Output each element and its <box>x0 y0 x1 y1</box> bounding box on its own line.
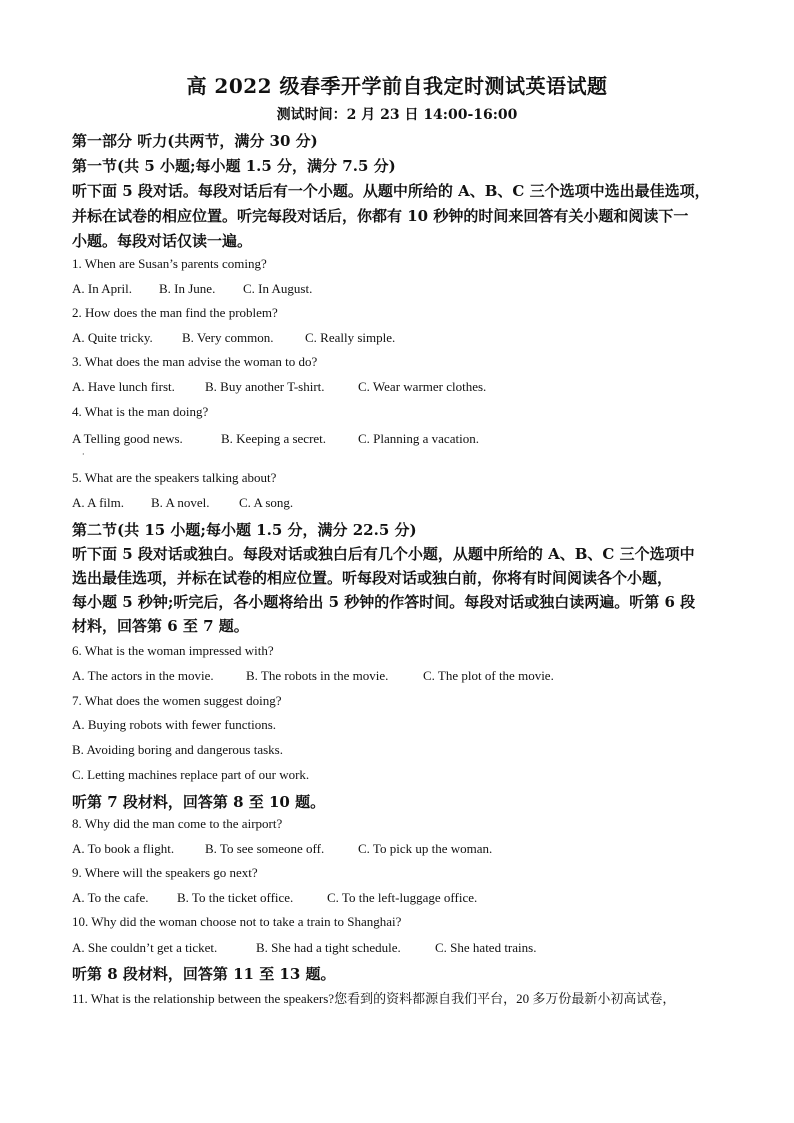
question-5-options <box>72 495 734 511</box>
option-b: B. Buy another T-shirt. <box>205 379 325 394</box>
section2-instruction-line: 每小题 5 秒钟;听完后，各小题将给出 5 秒钟的作答时间。每段对话或独白读两遍。听第 6 段 <box>72 593 696 611</box>
page-title: 高 2022 级春季开学前自我定时测试英语试题 <box>186 74 608 98</box>
question-3: 3. What does the man advise the woman to do? <box>72 354 318 369</box>
question-4-options <box>72 431 734 447</box>
question-9-options <box>72 890 734 906</box>
section2-heading: 第二节(共 15 小题;每小题 1.5 分，满分 22.5 分) <box>72 521 417 539</box>
question-10: 10. Why did the woman choose not to take a train to Shanghai? <box>72 914 402 929</box>
option-c: C. The plot of the movie. <box>423 668 554 683</box>
option-a: A. Quite tricky. <box>72 330 153 345</box>
option-a: A. The actors in the movie. <box>72 668 214 683</box>
question-6-options <box>72 668 734 684</box>
section2-instruction-line: 选出最佳选项，并标在试卷的相应位置。听每段对话或独白前，你将有时间阅读各个小题， <box>72 569 673 587</box>
option-a: A Telling good news. <box>72 431 183 446</box>
option-a: A. To the cafe. <box>72 890 149 905</box>
option-a: A. To book a flight. <box>72 841 175 856</box>
option-c: C. She hated trains. <box>435 940 537 955</box>
option-c: C. Planning a vacation. <box>358 431 479 446</box>
material-7-heading: 听第 7 段材料，回答第 8 至 10 题。 <box>72 793 326 811</box>
section1-instruction-line: 并标在试卷的相应位置。听完每段对话后，你都有 10 秒钟的时间来回答有关小题和阅读下一 <box>72 207 689 225</box>
option-b: B. Keeping a secret. <box>221 431 327 446</box>
part1-heading: 第一部分 听力(共两节，满分 30 分) <box>72 132 318 150</box>
question-8-options <box>72 841 734 857</box>
option-a: A. Buying robots with fewer functions. <box>72 717 277 732</box>
question-9: 9. Where will the speakers go next? <box>72 865 258 880</box>
option-c: C. To the left-luggage office. <box>327 890 478 905</box>
option-b: B. A novel. <box>151 495 210 510</box>
question-3-options <box>72 379 734 395</box>
option-a: A. She couldn’t get a ticket. <box>72 940 218 955</box>
stray-mark: · <box>82 450 85 459</box>
option-b: B. Very common. <box>182 330 274 345</box>
section1-instruction-line: 听下面 5 段对话。每段对话后有一个小题。从题中所给的 A、B、C 三个选项中选出最佳选项， <box>72 182 710 200</box>
question-2-options <box>72 330 734 346</box>
question-2: 2. How does the man find the problem? <box>72 305 278 320</box>
section1-instruction-line: 小题。每段对话仅读一遍。 <box>72 232 253 250</box>
option-c: C. Wear warmer clothes. <box>358 379 487 394</box>
material-8-heading: 听第 8 段材料，回答第 11 至 13 题。 <box>72 965 336 983</box>
section2-instruction-line: 材料，回答第 6 至 7 题。 <box>72 617 249 635</box>
question-8: 8. Why did the man come to the airport? <box>72 816 283 831</box>
section2-instruction-line: 听下面 5 段对话或独白。每段对话或独白后有几个小题，从题中所给的 A、B、C 三个选项中 <box>72 545 695 563</box>
option-b: B. Avoiding boring and dangerous tasks. <box>72 742 283 757</box>
option-b: B. To see someone off. <box>205 841 325 856</box>
option-b: B. In June. <box>159 281 216 296</box>
question-10-options <box>72 940 734 956</box>
question-11: 11. What is the relationship between the speakers?您看到的资料都源自我们平台，20 多万份最新小初高试卷， <box>72 991 676 1006</box>
question-1-options <box>72 281 734 297</box>
option-c: C. To pick up the woman. <box>358 841 493 856</box>
option-c: C. A song. <box>239 495 294 510</box>
question-1: 1. When are Susan’s parents coming? <box>72 256 267 271</box>
section1-heading: 第一节(共 5 小题;每小题 1.5 分，满分 7.5 分) <box>72 157 396 175</box>
option-a: A. Have lunch first. <box>72 379 175 394</box>
question-5: 5. What are the speakers talking about? <box>72 470 277 485</box>
option-b: B. The robots in the movie. <box>246 668 389 683</box>
question-6: 6. What is the woman impressed with? <box>72 643 274 658</box>
test-time: 测试时间：2 月 23 日 14:00-16:00 <box>276 107 518 123</box>
option-c: C. In August. <box>243 281 313 296</box>
option-c: C. Really simple. <box>305 330 396 345</box>
question-7: 7. What does the women suggest doing? <box>72 693 282 708</box>
option-a: A. A film. <box>72 495 125 510</box>
option-b: B. To the ticket office. <box>177 890 294 905</box>
question-4: 4. What is the man doing? <box>72 404 209 419</box>
option-b: B. She had a tight schedule. <box>256 940 401 955</box>
option-c: C. Letting machines replace part of our work. <box>72 767 310 782</box>
option-a: A. In April. <box>72 281 132 296</box>
